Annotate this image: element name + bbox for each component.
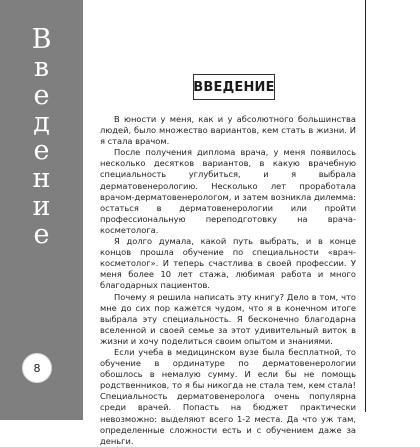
vertical-letter: е [33, 218, 50, 250]
vertical-letter: е [33, 135, 50, 167]
vertical-letter: н [32, 162, 51, 194]
section-title: ВВЕДЕНИЕ [193, 74, 275, 100]
margin-divider-line [365, 0, 366, 412]
vertical-letter: е [33, 79, 50, 111]
paragraph: Почему я решила написать эту книгу? Дело в том, что мне до сих пор кажется чудом, что я в конечном итоге выбрала эту специальность. Я бесконечно благодарна вселенной и своей семье за этот удивительный виток в жизни и хочу поделиться своим опытом и знаниями. [100, 291, 356, 346]
paragraph: Я долго думала, какой путь выбрать, и в конце концов прошла обучение по специальности «врач-косметолог». И теперь счастлива в своей профессии. У меня более 10 лет стажа, любимая работа и много благодарных пациентов. [100, 236, 356, 291]
vertical-letter: и [32, 190, 51, 222]
chapter-sidebar [0, 0, 83, 420]
vertical-chapter-word [0, 26, 83, 248]
vertical-letter: в [33, 51, 50, 83]
body-text [100, 114, 356, 447]
vertical-letter: д [33, 107, 50, 139]
paragraph: В юности у меня, как и у абсолютного большинства людей, было множество вариантов, кем стать в жизни. И я стала врачом. [100, 114, 356, 147]
paragraph: Если учеба в медицинском вузе была бесплатной, то обучение в ординатуре по дерматовенерологии обошлось в немалую сумму. И если бы не помощь родственников, то я бы никогда не стала тем, кем стала! Специальность дерматовенеролога очень популярна среди врачей. Попасть на бюджет практически невозможно: выделяют всего 1-2 места. Да что уж там, определенные сложности есть и с обучением даже за деньги. [100, 346, 356, 446]
page-number: 8 [22, 353, 52, 383]
paragraph: После получения диплома врача, у меня появилось несколько десятков вариантов, в какую врачебную специальность углубиться, и я выбрала дерматовенерологию. Несколько лет проработала врачом-дерматовенерологом, и затем возникла дилемма: остаться в дерматовенерологии или пройти профессиональную переподготовку на врача-косметолога. [100, 147, 356, 235]
vertical-letter: В [31, 24, 52, 55]
